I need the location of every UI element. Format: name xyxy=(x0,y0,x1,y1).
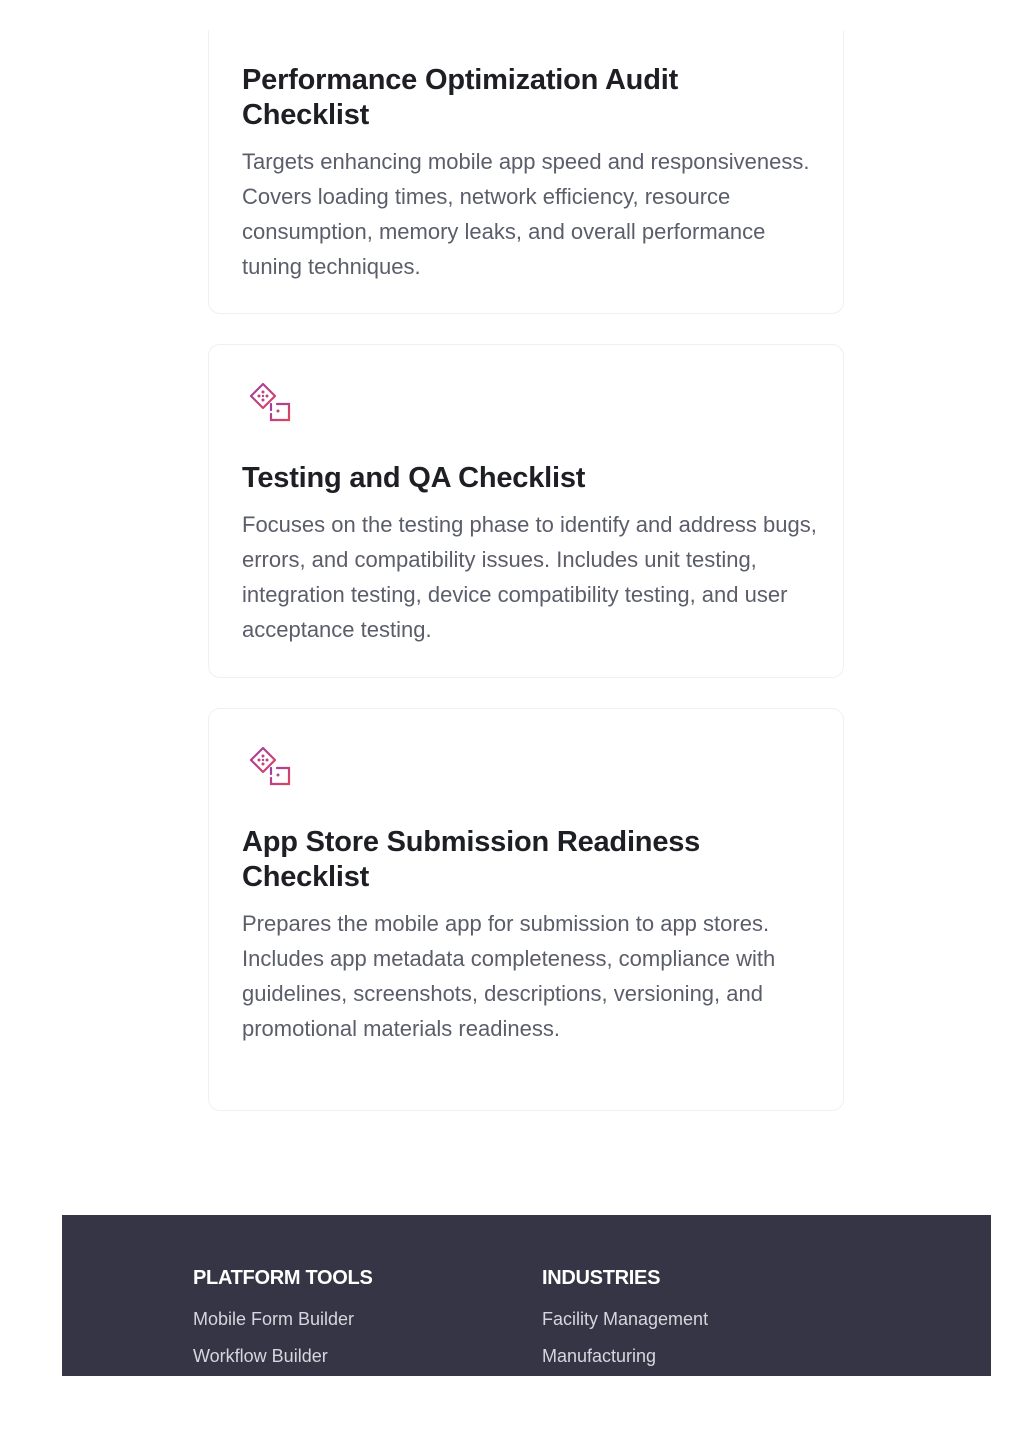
footer-heading: PLATFORM TOOLS xyxy=(193,1267,373,1289)
checklist-card-app-store[interactable] xyxy=(208,708,844,1111)
checklist-diamond-icon xyxy=(247,744,291,788)
checklist-card-testing-qa[interactable] xyxy=(208,344,844,678)
card-title: Performance Optimization Audit Checklist xyxy=(242,64,679,131)
card-title: Testing and QA Checklist xyxy=(242,462,586,494)
card-title: App Store Submission Readiness Checklist xyxy=(242,826,701,893)
card-description: Focuses on the testing phase to identify and address bugs, errors, and compatibility issues. Includes unit testing, integration testing, device compatibility testing, and user acceptance testing. xyxy=(242,512,817,642)
site-footer xyxy=(62,1215,991,1376)
card-description: Prepares the mobile app for submission to app stores. Includes app metadata completeness, compliance with guidelines, screenshots, descriptions, versioning, and promotional materials readiness. xyxy=(242,911,776,1041)
card-description: Targets enhancing mobile app speed and responsiveness. Covers loading times, network efficiency, resource consumption, memory leaks, and overall performance tuning techniques. xyxy=(242,149,810,279)
footer-column-industries xyxy=(542,1265,708,1376)
footer-column-platform-tools xyxy=(193,1265,373,1376)
footer-link-workflow-builder[interactable]: Workflow Builder xyxy=(193,1346,328,1366)
checklist-diamond-icon xyxy=(247,380,291,424)
checklist-card-performance[interactable] xyxy=(208,30,844,314)
footer-link-manufacturing[interactable]: Manufacturing xyxy=(542,1346,657,1366)
footer-link-facility-management[interactable]: Facility Management xyxy=(542,1309,709,1329)
footer-heading: INDUSTRIES xyxy=(542,1267,661,1289)
footer-link-mobile-form-builder[interactable]: Mobile Form Builder xyxy=(193,1309,355,1329)
